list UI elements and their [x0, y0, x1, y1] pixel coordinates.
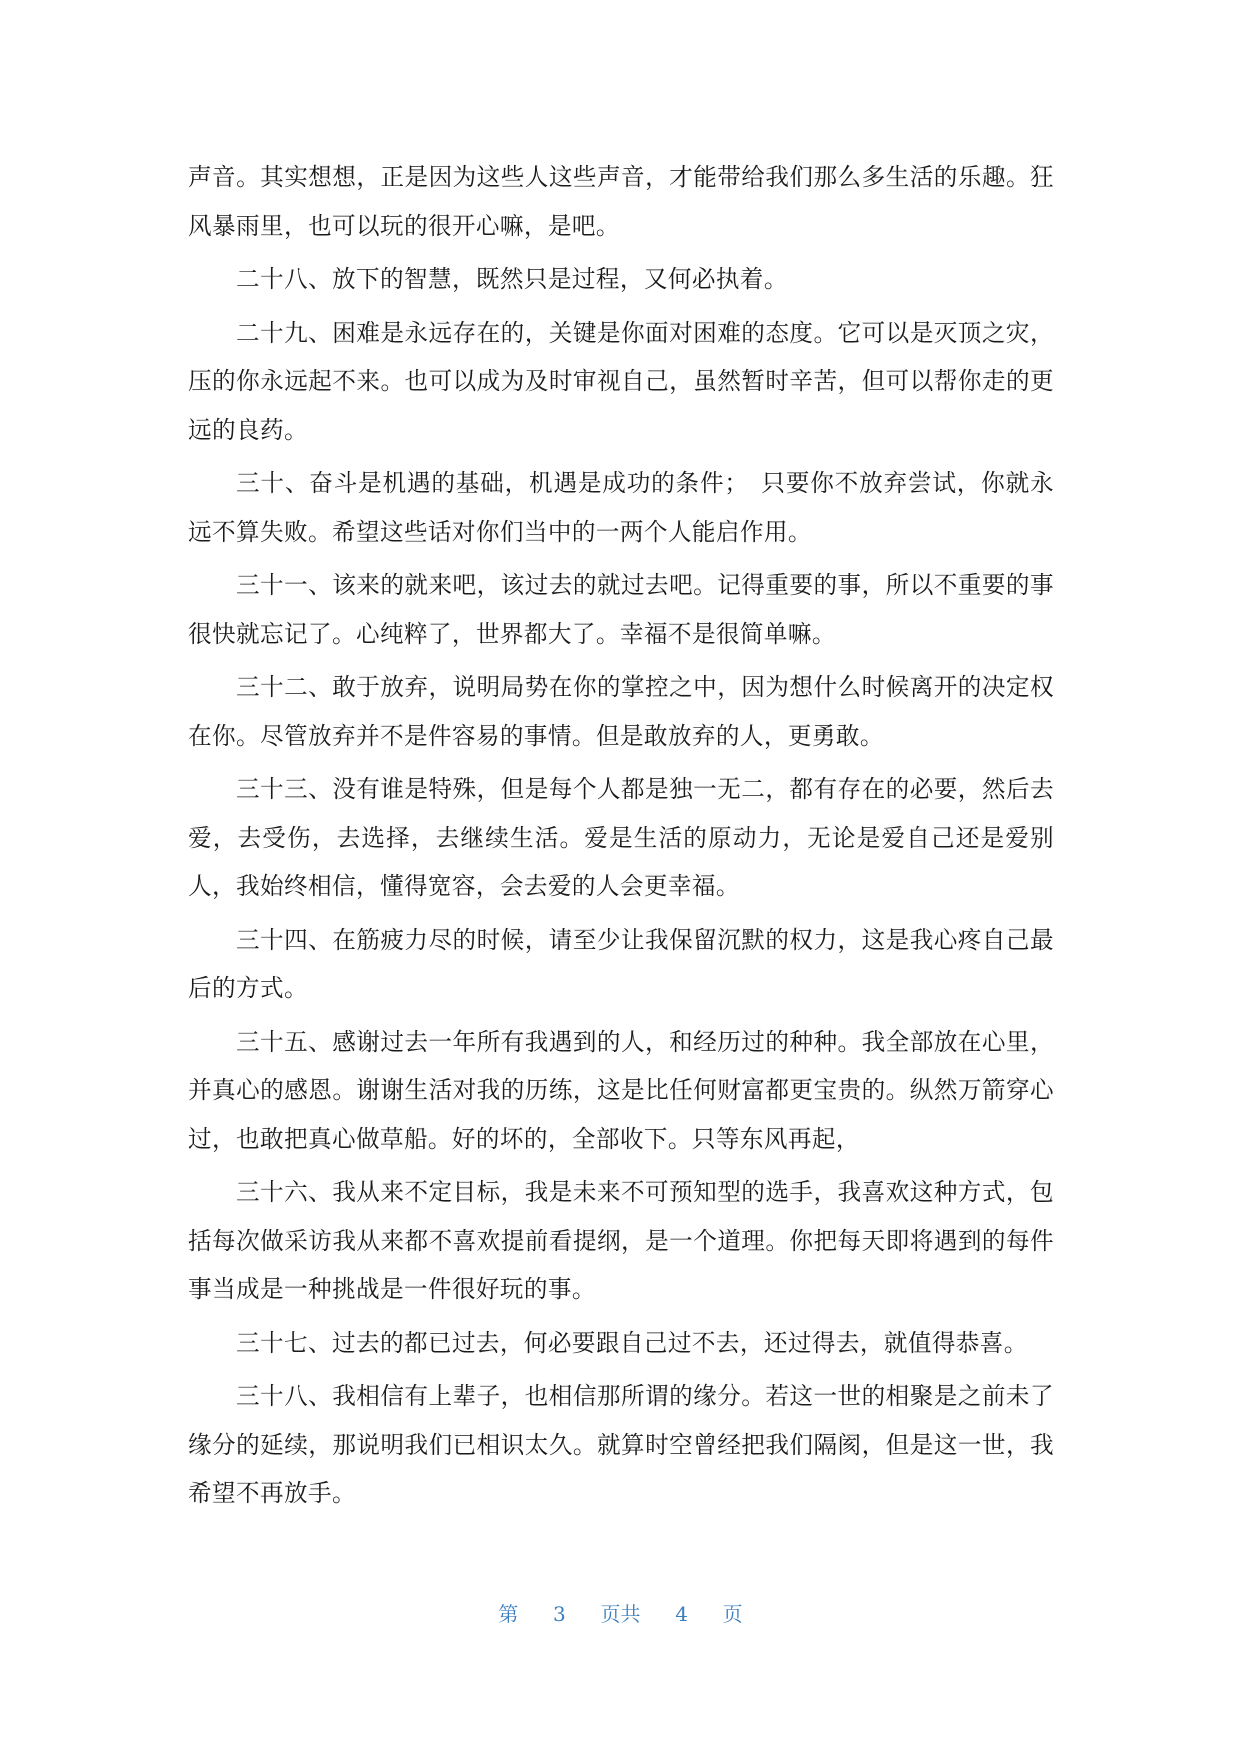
body-text	[188, 153, 1054, 1523]
paragraph: 三十、奋斗是机遇的基础，机遇是成功的条件； 只要你不放弃尝试，你就永远不算失败。希望这些话对你们当中的一两个人能启作用。	[188, 469, 1054, 546]
paragraph: 三十六、我从来不定目标，我是未来不可预知型的选手，我喜欢这种方式，包括每次做采访我从来都不喜欢提前看提纲，是一个道理。你把每天即将遇到的每件事当成是一种挑战是一件很好玩的事。	[188, 1178, 1054, 1303]
current-page-number: 3	[553, 1602, 566, 1626]
paragraph: 三十五、感谢过去一年所有我遇到的人，和经历过的种种。我全部放在心里，并真心的感恩。谢谢生活对我的历练，这是比任何财富都更宝贵的。纵然万箭穿心过，也敢把真心做草船。好的坏的，全部收下。只等东风再起，	[188, 1027, 1054, 1153]
paragraph: 三十一、该来的就来吧，该过去的就过去吧。记得重要的事，所以不重要的事很快就忘记了。心纯粹了，世界都大了。幸福不是很简单嘛。	[188, 571, 1054, 648]
footer-suffix: 页	[722, 1602, 743, 1626]
paragraph: 三十三、没有谁是特殊，但是每个人都是独一无二，都有存在的必要，然后去爱，去受伤，去选择，去继续生活。爱是生活的原动力，无论是爱自己还是爱别人，我始终相信，懂得宽容，会去爱的人会更幸福。	[188, 775, 1054, 900]
paragraph: 三十二、敢于放弃，说明局势在你的掌控之中，因为想什么时候离开的决定权在你。尽管放弃并不是件容易的事情。但是敢放弃的人，更勇敢。	[188, 673, 1054, 750]
footer-prefix: 第	[498, 1602, 519, 1626]
total-pages-number: 4	[675, 1602, 688, 1626]
footer-middle: 页共	[600, 1602, 641, 1626]
page-footer	[0, 1598, 1241, 1627]
paragraph: 声音。其实想想，正是因为这些人这些声音，才能带给我们那么多生活的乐趣。狂风暴雨里，也可以玩的很开心嘛，是吧。	[188, 163, 1054, 240]
paragraph: 二十九、困难是永远存在的，关键是你面对困难的态度。它可以是灭顶之灾，压的你永远起不来。也可以成为及时审视自己，虽然暂时辛苦，但可以帮你走的更远的良药。	[188, 318, 1054, 444]
paragraph: 三十七、过去的都已过去，何必要跟自己过不去，还过得去，就值得恭喜。	[236, 1328, 1028, 1357]
paragraph: 二十八、放下的智慧，既然只是过程，又何必执着。	[236, 265, 788, 293]
paragraph: 三十八、我相信有上辈子，也相信那所谓的缘分。若这一世的相聚是之前未了缘分的延续，那说明我们已相识太久。就算时空曾经把我们隔阂，但是这一世，我希望不再放手。	[188, 1382, 1054, 1507]
paragraph: 三十四、在筋疲力尽的时候，请至少让我保留沉默的权力，这是我心疼自己最后的方式。	[188, 925, 1054, 1002]
